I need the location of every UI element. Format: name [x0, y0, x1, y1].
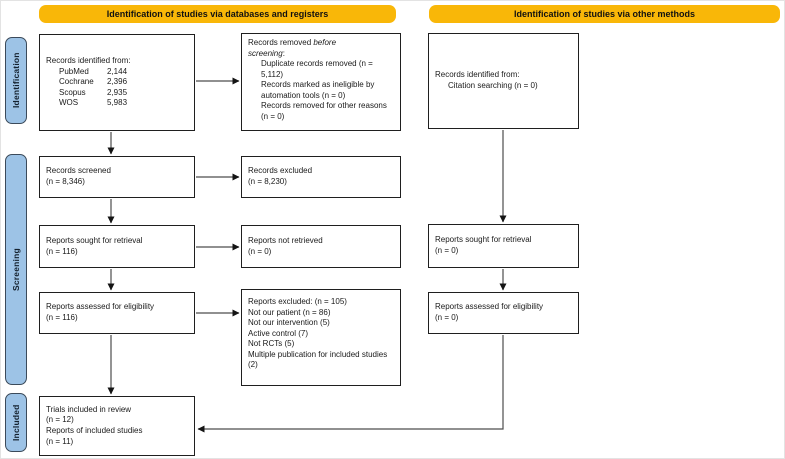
source-count: 2,935 — [107, 87, 128, 97]
title-italic-2: screening — [248, 48, 283, 58]
box-records-identified — [39, 34, 195, 131]
box-lines — [46, 166, 188, 187]
text-line: (n = 0) — [248, 246, 272, 256]
box-records-excluded — [241, 156, 401, 198]
stage-label-identification: Identification — [5, 37, 27, 124]
citation-item: Citation searching (n = 0) — [448, 81, 538, 90]
header-databases-registers: Identification of studies via databases and registers — [39, 5, 396, 23]
text-line: Reports assessed for eligibility — [435, 302, 544, 312]
citation-items — [435, 81, 572, 92]
text-line: Reports not retrieved — [248, 235, 323, 245]
box-reports-excluded — [241, 289, 401, 386]
text-line: (n = 0) — [435, 246, 459, 255]
source-count: 2,396 — [107, 77, 128, 87]
box-reports-sought-other — [428, 224, 579, 268]
source-list — [46, 67, 188, 109]
box-lines — [435, 302, 572, 323]
box-title — [248, 38, 394, 59]
text-line: Records screened — [46, 166, 111, 176]
box-reports-not-retrieved — [241, 225, 401, 268]
removed-item: Records marked as ineligible by automation tools (n = 0) — [261, 80, 375, 100]
text-line: Trials included in review — [46, 404, 132, 414]
text-line: (n = 8,230) — [248, 177, 287, 186]
box-reports-sought — [39, 225, 195, 268]
source-count: 5,983 — [107, 98, 128, 108]
box-reports-assessed-other — [428, 292, 579, 334]
text-line: (n = 116) — [46, 313, 78, 322]
source-row — [46, 88, 188, 99]
text-line: Reports assessed for eligibility — [46, 302, 155, 312]
text-line: (n = 8,346) — [46, 177, 85, 186]
source-name: PubMed — [59, 66, 89, 76]
box-lines — [248, 166, 394, 187]
text-line: Not our intervention (5) — [248, 318, 330, 328]
text-line: (n = 116) — [46, 246, 78, 256]
box-records-identified-other — [428, 33, 579, 129]
text-line: (n = 12) — [46, 415, 74, 425]
box-lines — [46, 236, 188, 257]
removed-items — [248, 59, 394, 122]
box-lines — [46, 405, 188, 447]
text-line: Multiple publication for included studies (2) — [248, 349, 388, 370]
title-suffix: : — [282, 48, 285, 58]
source-row — [46, 77, 188, 88]
removed-item: Records removed for other reasons (n = 0) — [261, 101, 387, 121]
header-other-methods: Identification of studies via other methods — [429, 5, 780, 23]
box-records-screened — [39, 156, 195, 198]
text-line: Reports excluded: (n = 105) — [248, 297, 347, 306]
source-row — [46, 67, 188, 78]
source-name: Scopus — [59, 87, 86, 97]
stage-label-included: Included — [5, 393, 27, 452]
box-lines — [248, 297, 394, 371]
box-included-studies — [39, 396, 195, 456]
box-reports-assessed — [39, 292, 195, 334]
box-title: Records identified from: — [46, 56, 131, 66]
box-title: Records identified from: — [435, 70, 520, 80]
source-count: 2,144 — [107, 66, 128, 76]
text-line: Not RCTs (5) — [248, 339, 295, 349]
source-row — [46, 98, 188, 109]
text-line: Not our patient (n = 86) — [248, 307, 331, 317]
box-lines — [46, 302, 188, 323]
source-name: WOS — [59, 98, 79, 108]
text-line: Records excluded — [248, 166, 313, 176]
removed-item: Duplicate records removed (n = 5,112) — [261, 59, 373, 79]
text-line: (n = 11) — [46, 436, 74, 446]
title-prefix: Records removed — [248, 38, 314, 47]
source-name: Cochrane — [59, 77, 94, 87]
stage-label-screening: Screening — [5, 154, 27, 385]
box-records-removed — [241, 33, 401, 131]
text-line: Active control (7) — [248, 328, 309, 338]
box-lines — [435, 235, 572, 256]
text-line: Reports sought for retrieval — [435, 235, 532, 245]
title-italic-1: before — [313, 38, 337, 47]
text-line: (n = 0) — [435, 313, 459, 322]
text-line: Reports of included studies — [46, 426, 143, 435]
text-line: Reports sought for retrieval — [46, 235, 143, 245]
box-lines — [248, 236, 394, 257]
